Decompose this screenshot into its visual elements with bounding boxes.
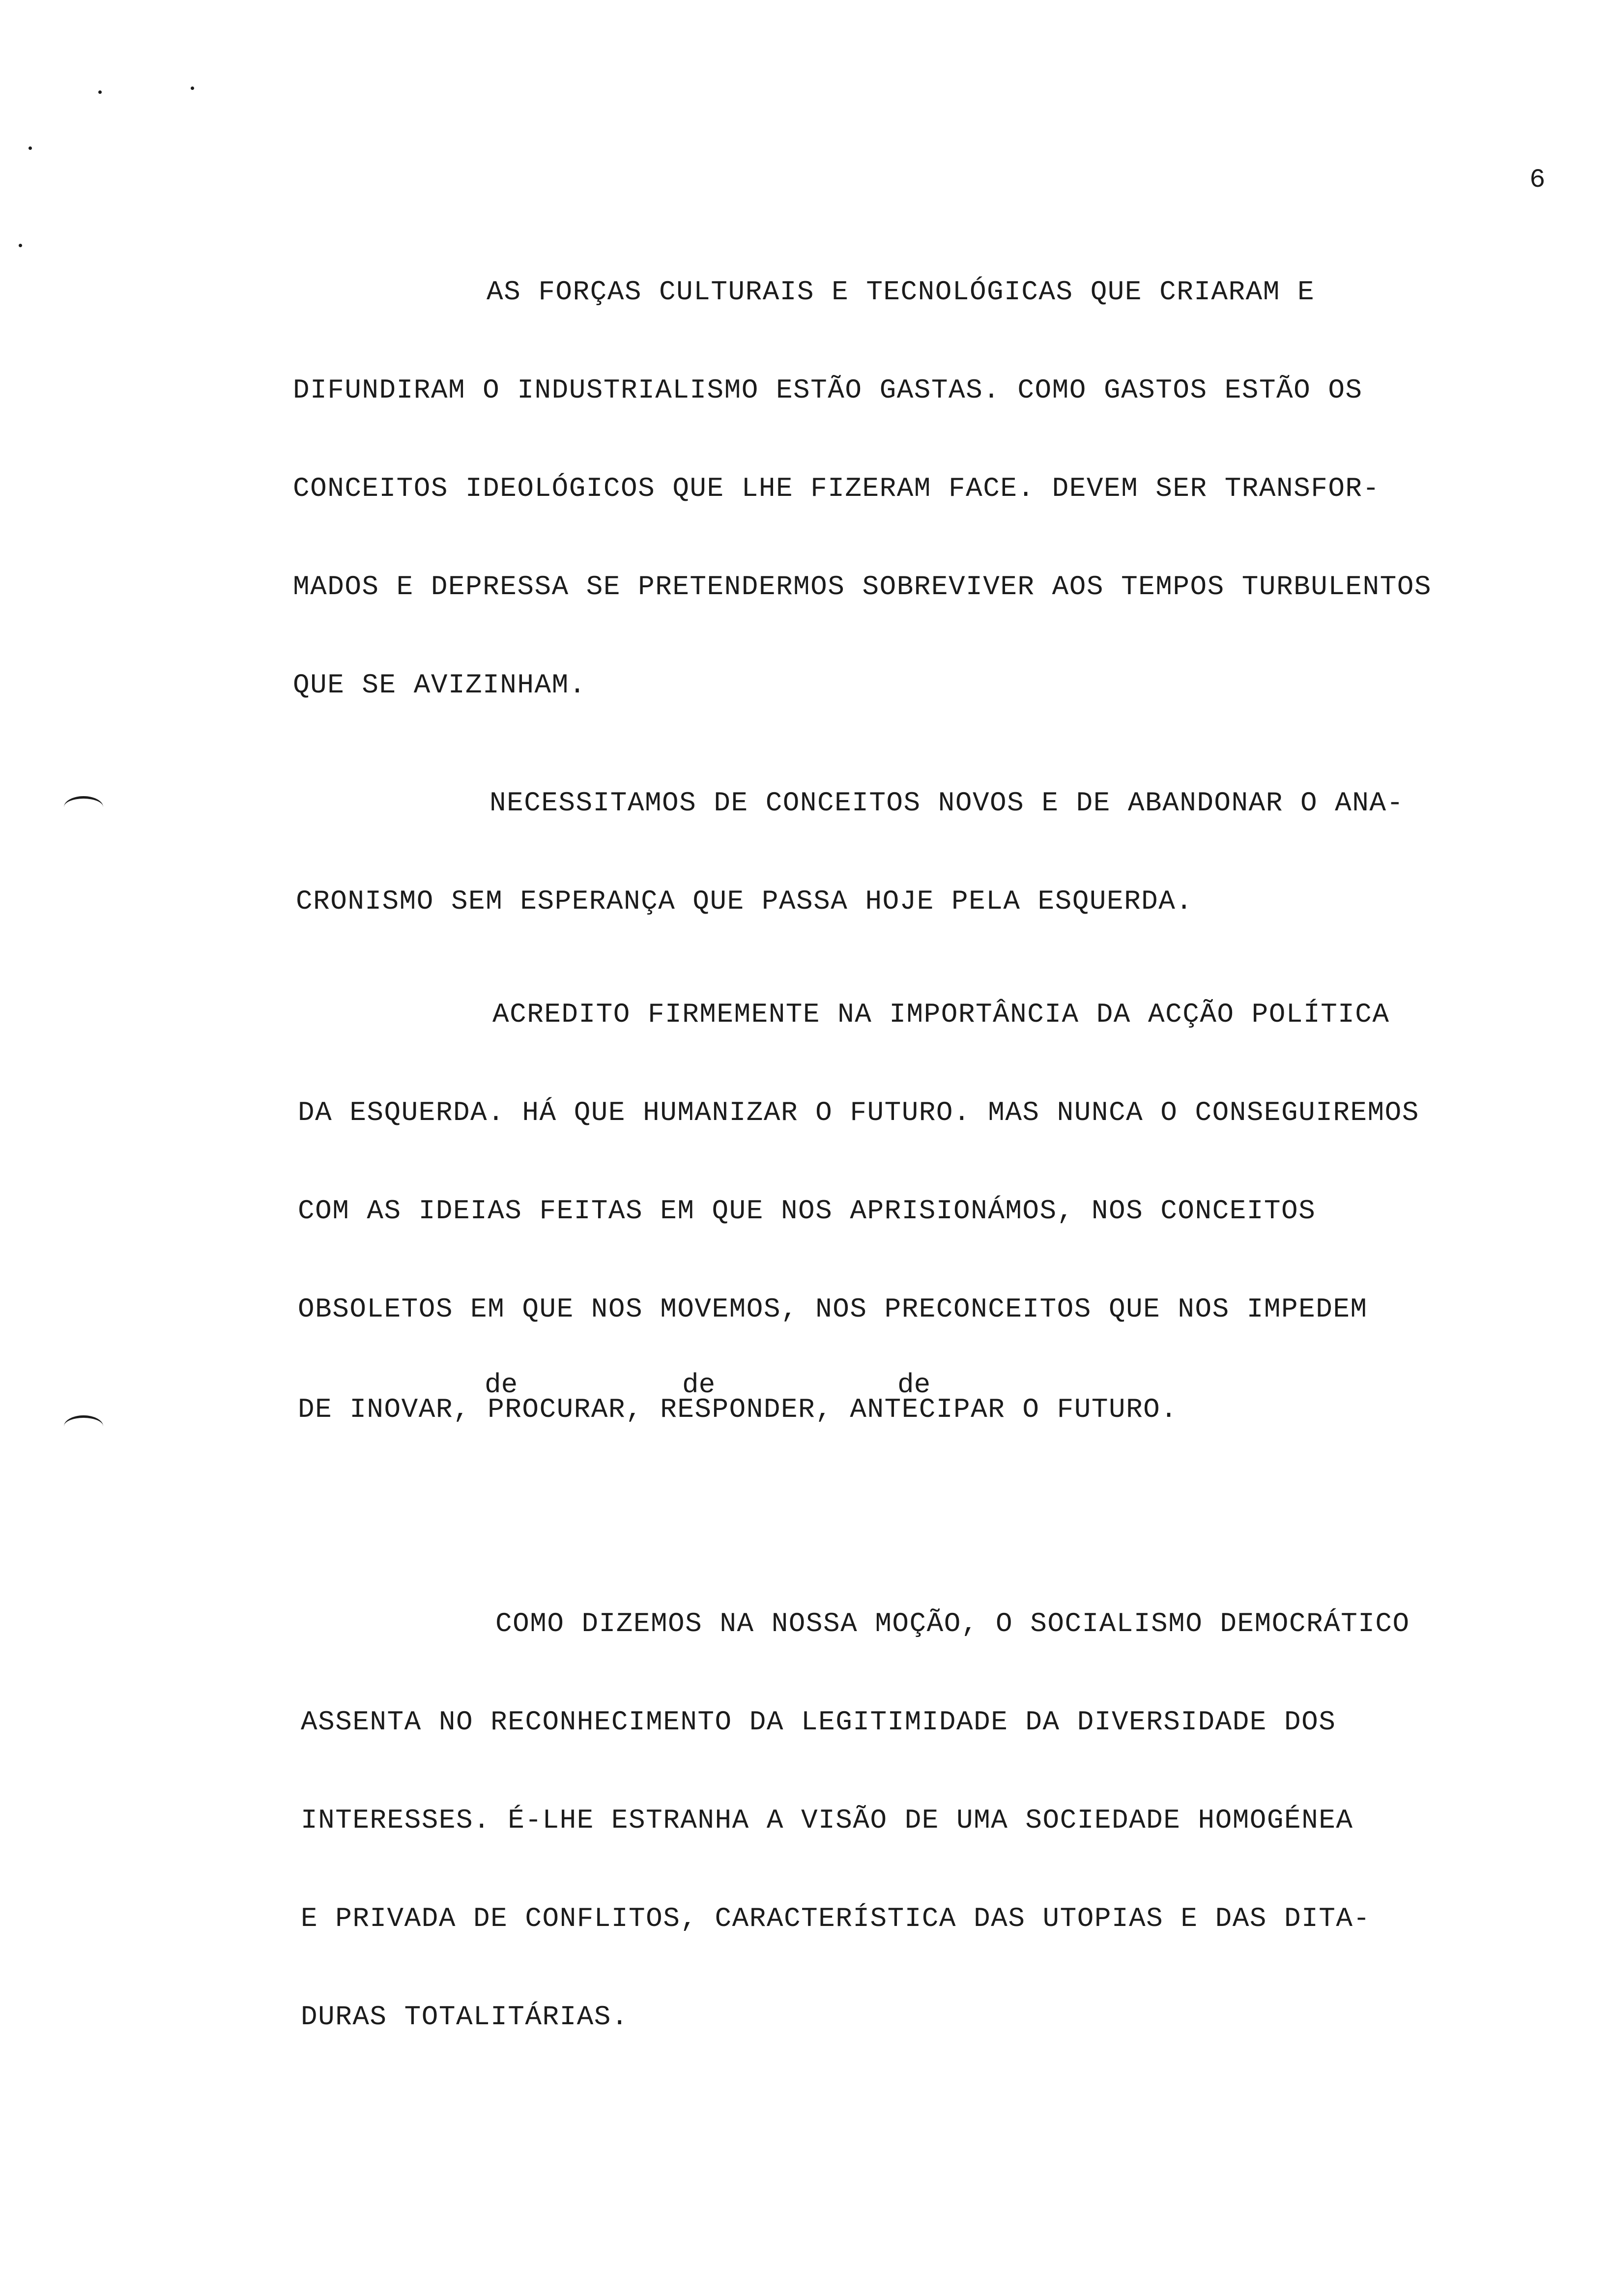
hole-punch-mark xyxy=(64,796,103,818)
interlinear-insertion: de xyxy=(682,1369,716,1401)
paragraph-1-line-2: DIFUNDIRAM O INDUSTRIALISMO ESTÃO GASTAS. COMO GASTOS ESTÃO OS xyxy=(293,374,1363,406)
scan-speck xyxy=(19,244,22,247)
scan-speck xyxy=(98,90,102,94)
paragraph-4-line-4: E PRIVADA DE CONFLITOS, CARACTERÍSTICA DAS UTOPIAS E DAS DITA- xyxy=(301,1903,1371,1934)
interlinear-insertion: de xyxy=(897,1369,931,1401)
paragraph-3-line-4: OBSOLETOS EM QUE NOS MOVEMOS, NOS PRECONCEITOS QUE NOS IMPEDEM xyxy=(298,1293,1368,1325)
paragraph-2-line-1: NECESSITAMOS DE CONCEITOS NOVOS E DE ABANDONAR O ANA- xyxy=(489,787,1404,819)
paragraph-1-line-3: CONCEITOS IDEOLÓGICOS QUE LHE FIZERAM FACE. DEVEM SER TRANSFOR- xyxy=(293,473,1380,504)
paragraph-3-line-2: DA ESQUERDA. HÁ QUE HUMANIZAR O FUTURO. MAS NUNCA O CONSEGUIREMOS xyxy=(298,1097,1419,1128)
paragraph-1-line-5: QUE SE AVIZINHAM. xyxy=(293,669,586,701)
paragraph-1-line-1: AS FORÇAS CULTURAIS E TECNOLÓGICAS QUE CRIARAM E xyxy=(487,276,1315,308)
paragraph-3-line-3: COM AS IDEIAS FEITAS EM QUE NOS APRISIONÁMOS, NOS CONCEITOS xyxy=(298,1195,1316,1227)
paragraph-2-line-2: CRONISMO SEM ESPERANÇA QUE PASSA HOJE PELA ESQUERDA. xyxy=(296,886,1193,917)
paragraph-4-line-1: COMO DIZEMOS NA NOSSA MOÇÃO, O SOCIALISMO DEMOCRÁTICO xyxy=(495,1608,1410,1639)
scan-speck xyxy=(29,146,32,150)
paragraph-1-line-4: MADOS E DEPRESSA SE PRETENDERMOS SOBREVIVER AOS TEMPOS TURBULENTOS xyxy=(293,571,1432,603)
paragraph-3-line-5: DE INOVAR, PROCURAR, RESPONDER, ANTECIPAR O FUTURO. xyxy=(298,1394,1178,1425)
paragraph-4-line-5: DURAS TOTALITÁRIAS. xyxy=(301,2001,629,2033)
paragraph-4-line-2: ASSENTA NO RECONHECIMENTO DA LEGITIMIDADE DA DIVERSIDADE DOS xyxy=(301,1706,1336,1738)
interlinear-insertion: de xyxy=(485,1369,518,1401)
page-number: 6 xyxy=(1529,165,1546,195)
paragraph-3-line-1: ACREDITO FIRMEMENTE NA IMPORTÂNCIA DA ACÇÃO POLÍTICA xyxy=(492,999,1390,1030)
paragraph-4-line-3: INTERESSES. É-LHE ESTRANHA A VISÃO DE UMA SOCIEDADE HOMOGÉNEA xyxy=(301,1805,1353,1836)
scan-speck xyxy=(191,86,194,90)
hole-punch-mark xyxy=(64,1415,103,1437)
